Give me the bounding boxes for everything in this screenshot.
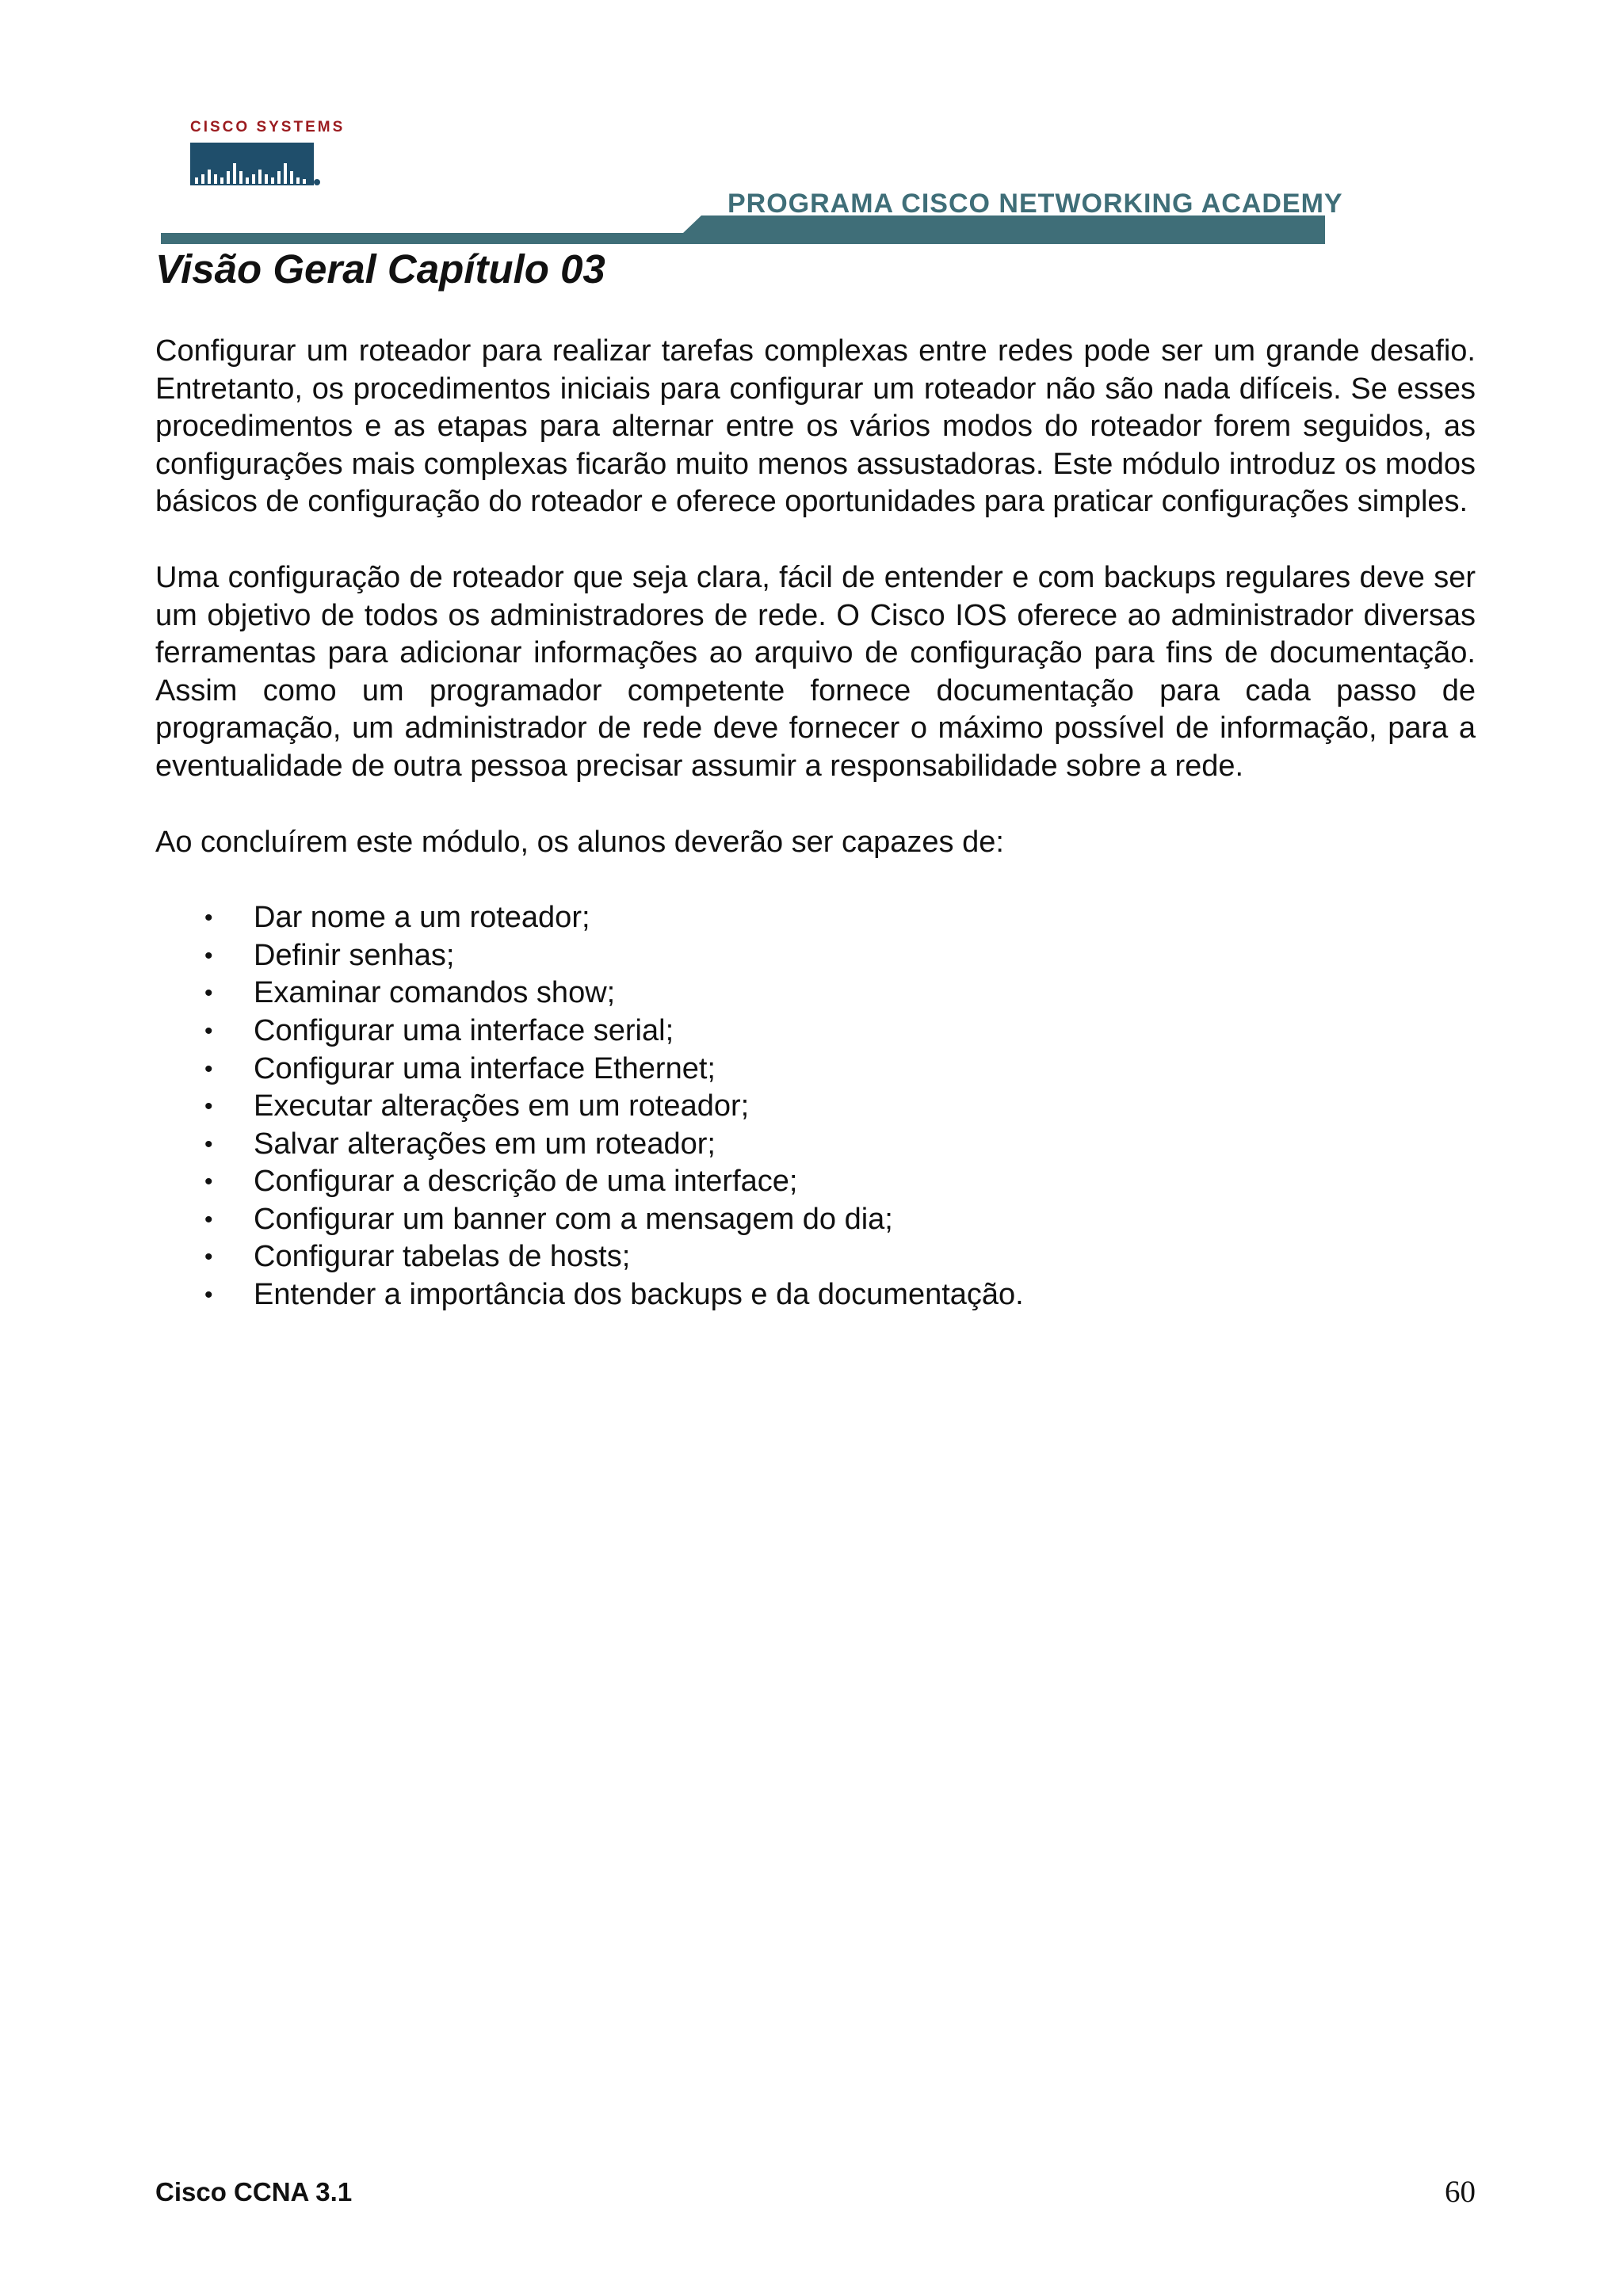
bullet-icon: • xyxy=(204,1169,213,1196)
logo-wordmark: CISCO SYSTEMS xyxy=(190,119,346,135)
list-item xyxy=(155,974,1476,1013)
bullet-icon: • xyxy=(204,905,213,932)
list-item-text: Executar alterações em um roteador; xyxy=(254,1089,750,1123)
list-item xyxy=(155,1051,1476,1089)
list-item xyxy=(155,1088,1476,1126)
page-title: Visão Geral Capítulo 03 xyxy=(155,246,605,292)
page-number: 60 xyxy=(1445,2175,1476,2209)
bullet-icon: • xyxy=(204,1244,213,1271)
cisco-bridge-logo-icon xyxy=(190,143,321,190)
paragraph-intro: Configurar um roteador para realizar tarefas complexas entre redes pode ser um grande desafio. Entretanto, os procedimentos iniciais para configurar um roteador não são nada difíceis. Se esses procedimentos e as etapas para alternar entre os vários modos do roteador forem seguidos, as configurações mais complexas ficarão muito menos assustadoras. Este módulo introduz os modos básicos de configuração do roteador e oferece oportunidades para praticar configurações simples. xyxy=(155,334,1476,519)
objectives-list xyxy=(155,899,1476,1314)
bullet-icon: • xyxy=(204,1131,213,1158)
list-item xyxy=(155,1238,1476,1276)
list-item xyxy=(155,1163,1476,1201)
paragraph-documentation: Uma configuração de roteador que seja clara, fácil de entender e com backups regulares deve ser um objetivo de todos os administradores de rede. O Cisco IOS oferece ao administrador diversas ferramentas para adicionar informações ao arquivo de configuração para fins de documentação. Assim como um programador competente fornece documentação para cada passo de programação, um administrador de rede deve fornecer o máximo possível de informação, para a eventualidade de outra pessoa precisar assumir a responsabilidade sobre a rede. xyxy=(155,560,1476,783)
list-item xyxy=(155,899,1476,937)
list-item xyxy=(155,937,1476,975)
list-item xyxy=(155,1126,1476,1164)
bullet-icon: • xyxy=(204,1282,213,1309)
list-item-text: Examinar comandos show; xyxy=(254,976,616,1010)
list-item-text: Configurar a descrição de uma interface; xyxy=(254,1165,798,1199)
footer-course-name: Cisco CCNA 3.1 xyxy=(155,2177,353,2206)
list-item-text: Salvar alterações em um roteador; xyxy=(254,1127,716,1161)
document-body xyxy=(155,333,1476,1314)
cisco-logo xyxy=(190,119,346,190)
program-banner: PROGRAMA CISCO NETWORKING ACADEMY xyxy=(727,189,1343,219)
list-item-text: Configurar uma interface Ethernet; xyxy=(254,1051,716,1085)
bullet-icon: • xyxy=(204,980,213,1007)
list-item xyxy=(155,1276,1476,1314)
list-item-text: Configurar tabelas de hosts; xyxy=(254,1240,631,1274)
list-item-text: Entender a importância dos backups e da documentação. xyxy=(254,1278,1024,1312)
bullet-icon: • xyxy=(204,1093,213,1120)
list-item-text: Configurar um banner com a mensagem do dia; xyxy=(254,1202,893,1236)
list-item xyxy=(155,1201,1476,1239)
list-item-text: Configurar uma interface serial; xyxy=(254,1013,674,1047)
bullet-icon: • xyxy=(204,1206,213,1233)
bullet-icon: • xyxy=(204,1017,213,1044)
paragraph-objectives-lead: Ao concluírem este módulo, os alunos deverão ser capazes de: xyxy=(155,825,1004,859)
bullet-icon: • xyxy=(204,1055,213,1082)
list-item xyxy=(155,1013,1476,1051)
list-item-text: Dar nome a um roteador; xyxy=(254,901,590,935)
list-item-text: Definir senhas; xyxy=(254,938,455,972)
bullet-icon: • xyxy=(204,942,213,969)
